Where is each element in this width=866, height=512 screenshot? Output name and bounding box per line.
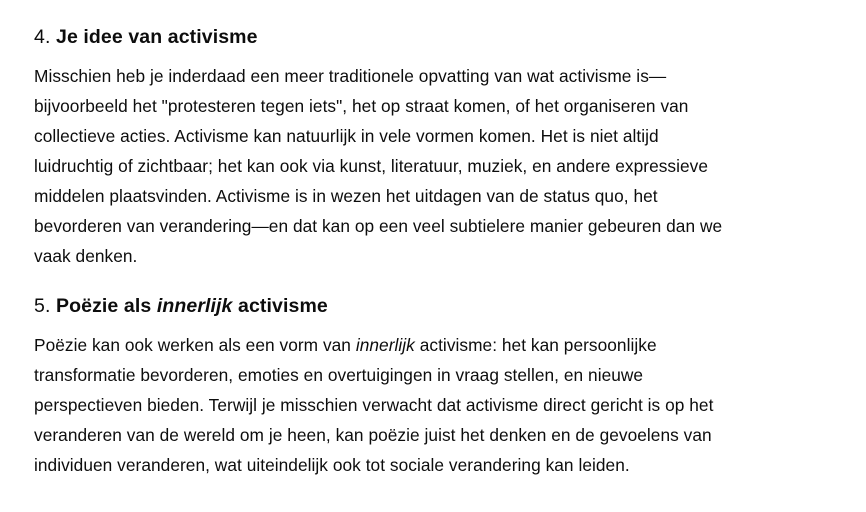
paragraph-line: individuen veranderen, wat uiteindelijk ook tot sociale verandering kan leiden. bbox=[34, 455, 630, 475]
section-title-emphasis: innerlijk bbox=[156, 295, 233, 317]
paragraph-text: activisme: het kan persoonlijke bbox=[414, 335, 657, 355]
section-number: 5. bbox=[34, 295, 51, 317]
paragraph-line: collectieve acties. Activisme kan natuurlijk in vele vormen komen. Het is niet altijd bbox=[34, 126, 659, 146]
section-number: 4. bbox=[34, 26, 51, 48]
paragraph-line: middelen plaatsvinden. Activisme is in wezen het uitdagen van de status quo, het bbox=[34, 186, 658, 206]
paragraph-line: perspectieven bieden. Terwijl je misschien verwacht dat activisme direct gericht is op het bbox=[34, 395, 714, 415]
section-heading-4 bbox=[34, 25, 258, 49]
paragraph-line: bijvoorbeeld het "protesteren tegen iets", het op straat komen, of het organiseren van bbox=[34, 96, 689, 116]
section-paragraph-4 bbox=[34, 61, 834, 271]
section-title-part: Poëzie als bbox=[56, 295, 157, 317]
paragraph-line: luidruchtig of zichtbaar; het kan ook via kunst, literatuur, muziek, en andere expressieve bbox=[34, 156, 709, 176]
paragraph-line: vaak denken. bbox=[34, 246, 138, 266]
paragraph-line: transformatie bevorderen, emoties en overtuigingen in vraag stellen, en nieuwe bbox=[34, 365, 644, 385]
paragraph-text: Poëzie kan ook werken als een vorm van bbox=[34, 335, 356, 355]
paragraph-line: Misschien heb je inderdaad een meer traditionele opvatting van wat activisme is— bbox=[34, 66, 667, 86]
paragraph-line: bevorderen van verandering—en dat kan op een veel subtielere manier gebeuren dan we bbox=[34, 216, 723, 236]
section-title-part: activisme bbox=[232, 295, 328, 317]
paragraph-line: veranderen van de wereld om je heen, kan poëzie juist het denken en de gevoelens van bbox=[34, 425, 712, 445]
paragraph-line bbox=[34, 330, 834, 360]
paragraph-emphasis: innerlijk bbox=[355, 335, 415, 355]
section-heading-5 bbox=[34, 294, 328, 318]
section-paragraph-5 bbox=[34, 330, 834, 480]
section-title: Je idee van activisme bbox=[56, 26, 258, 48]
